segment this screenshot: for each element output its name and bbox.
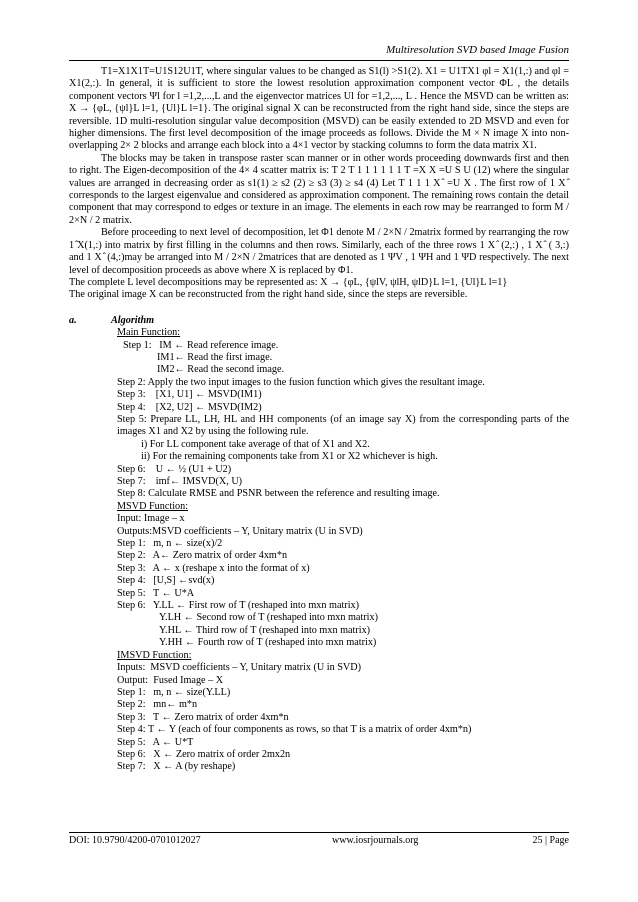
main-step-line: Step 8: Calculate RMSE and PSNR between the reference and resulting image. [117,488,440,500]
msvd-step-line: Step 1: m, n ← size(x)/2 [117,538,223,550]
imsvd-step-line: Step 3: T ← Zero matrix of order 4xm*n [117,711,289,723]
body-text [69,66,569,774]
main-step-line: Step 7: imf← IMSVD(X, U) [117,476,243,487]
msvd-step-line: Outputs:MSVD coefficients – Y, Unitary matrix (U in SVD) [117,525,363,537]
msvd-step-line: Y.HH ← Fourth row of T (reshaped into mxn matrix) [159,637,377,649]
main-step-line: Step 2: Apply the two input images to the fusion function which gives the resultant image. [117,376,485,388]
main-function [69,327,569,774]
main-step-line: Step 5: Prepare LL, LH, HL and HH components (of an image say X) from the corresponding parts of the images X1 and X2 by using the following rule. [117,413,569,438]
paragraph-msvd-definition: T1=X1X1T=U1S12U1T, where singular values to be changed as S1(l) >S1(2). X1 = U1TX1 φl = X1(1,:) and φl = X1(2,:). In general, it is sufficient to store the lowest resolution approximation component vector ΦL , the details component vectors Ψl for l =1,2,...,L and the eigenvector matrices Ul for =1,2,..., L . Hence the MSVD can be written as: X → {φL, {ψl}L l=1, {Ul}L l=1}. The original signal X can be reconstructed from the right hand side, since the steps are reversible. 1D multi-resolution singular value decomposition (MSVD) can be easily extended to 2D MSVD and even for higher dimensions. The first level decomposition of the image proceeds as follows. Divide the M × N image X into non-overlapping 2× 2 blocks and arrange each block into a 4×1 vector by stacking columns to form the data matrix X1. [69,66,569,152]
imsvd-step-line: Step 7: X ← A (by reshape) [117,761,236,773]
footer-rule [69,832,569,833]
msvd-step-line: Y.LH ← Second row of T (reshaped into mxn matrix) [159,612,378,624]
header-rule [69,60,569,61]
imsvd-step-line: Step 5: A ← U*T [117,736,194,748]
msvd-step-line: Step 6: Y.LL ← First row of T (reshaped into mxn matrix) [117,600,360,612]
algorithm-title: Algorithm [111,314,155,326]
msvd-step-line: Y.HL ← Third row of T (reshaped into mxn matrix) [159,624,371,636]
algorithm-number: a. [69,314,77,326]
main-step-line: IM2← Read the second image. [157,364,285,376]
main-step-line: ii) For the remaining components take from X1 or X2 whichever is high. [141,451,438,463]
msvd-step-line: Step 3: A ← x (reshape x into the format of x) [117,562,310,574]
paragraph-complete-decomposition: The complete L level decompositions may be represented as: X → {φL, {ψlV, ψlH, ψlD}L l=1, {Ul}L l=1} [69,276,508,288]
msvd-step-line: Step 5: T ← U*A [117,587,195,599]
imsvd-step-line: Output: Fused Image – X [117,674,224,686]
paragraph-eigen-decomposition: The blocks may be taken in transpose raster scan manner or in other words proceeding downwards first and then to right. The Eigen-decomposition of the 4× 4 scatter matrix is: T 2 T 1 1 1 1 1 1 T =X X =U S U (12) where the singular values are arranged in decreasing order as s1(1) ≥ s2 (2) ≥ s3 (3) ≥ s4 (4) Let T 1 1 1 X ̂ =U X . The first row of 1 X ̂ corresponds to the largest eigenvalue and considered as approximation component. The remaining rows contain the detail component that may correspond to edges or texture in an image. The elements in each row may be rearranged to form M / 2×N / 2 matrix. [69,152,569,226]
imsvd-step-line: Step 6: X ← Zero matrix of order 2mx2n [117,748,291,760]
main-step-line: Step 1: IM ← Read reference image. [123,339,279,351]
algorithm-heading [69,315,569,327]
main-step-line: Step 3: [X1, U1] ← MSVD(IM1) [117,389,262,401]
main-step-line: Step 4: [X2, U2] ← MSVD(IM2) [117,401,262,413]
footer-page-number: 25 | Page [532,835,569,846]
msvd-function-title: MSVD Function: [117,500,189,512]
footer-doi: DOI: 10.9790/4200-0701012027 [69,835,201,846]
msvd-step-line: Step 4: [U,S] ←svd(x) [117,575,215,587]
msvd-step-line: Step 2: A← Zero matrix of order 4xm*n [117,550,288,562]
running-head: Multiresolution SVD based Image Fusion [386,44,569,56]
imsvd-step-line: Step 4: T ← Y (each of four components as rows, so that T is a matrix of order 4xm*n) [117,724,472,736]
imsvd-step-line: Step 1: m, n ← size(Y.LL) [117,686,231,698]
imsvd-step-line: Step 2: mn← m*n [117,699,198,711]
main-step-line: i) For LL component take average of that of X1 and X2. [141,438,370,450]
main-step-line: Step 6: U ← ½ (U1 + U2) [117,463,232,475]
msvd-step-line: Input: Image – x [117,513,185,525]
imsvd-step-line: Inputs: MSVD coefficients – Y, Unitary matrix (U in SVD) [117,662,362,674]
footer-website: www.iosrjournals.org [332,835,419,846]
imsvd-function-title: IMSVD Function: [117,649,192,661]
main-function-title: Main Function: [117,327,181,339]
paragraph-reconstruction: The original image X can be reconstructed from the right hand side, since the steps are reversible. [69,289,468,301]
paragraph-next-level: Before proceeding to next level of decomposition, let Φ1 denote M / 2×N / 2matrix formed by rearranging the row 1 ̂X(1,:) into matrix by first filling in the columns and then rows. Similarly, each of the three rows 1 X ̂ (2,:) , 1 X ̂ ( 3,:) and 1 X ̂ (4,:)may be arranged into M / 2×N / 2matrices that are denoted as 1 ΨV , 1 ΨH and 1 ΨD respectively. The next level of decomposition proceeds as above where X is replaced by Φ1. [69,227,569,276]
main-step-line: IM1← Read the first image. [157,351,273,363]
